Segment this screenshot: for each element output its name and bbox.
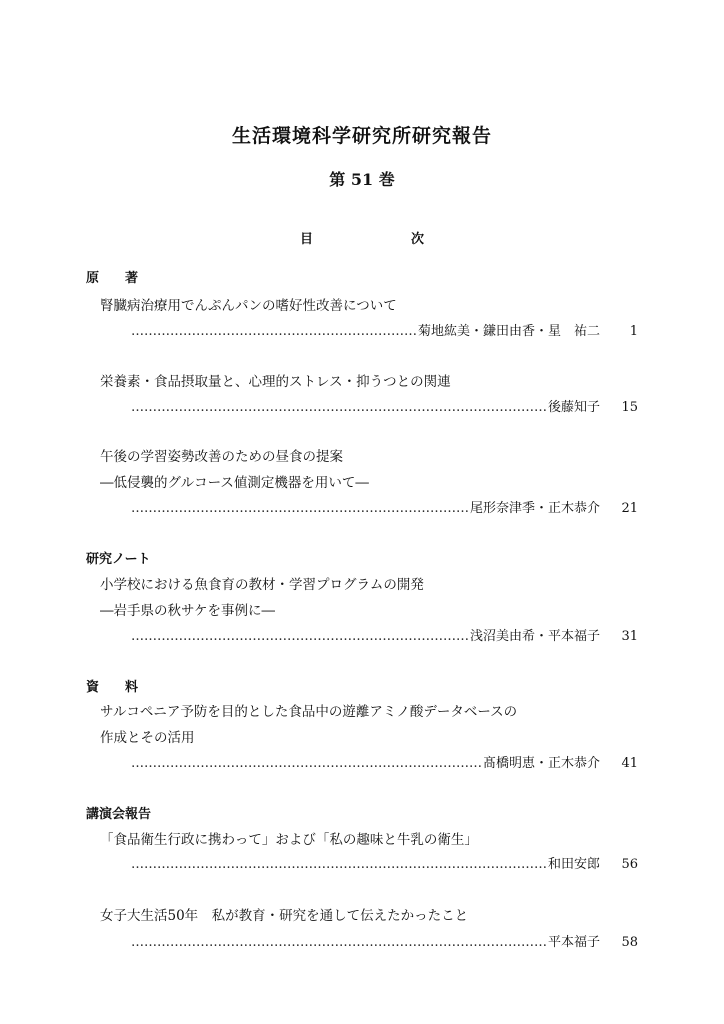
entry-page: 21 — [621, 501, 638, 516]
entry-subtitle: ―低侵襲的グルコース値測定機器を用いて― — [100, 475, 369, 491]
leader-dots — [131, 400, 546, 415]
entry-byline — [131, 853, 638, 872]
entry-byline — [131, 396, 638, 415]
entry-page: 56 — [621, 857, 638, 872]
journal-title: 生活環境科学研究所研究報告 — [231, 125, 492, 147]
leader-dots — [131, 857, 546, 872]
entry-authors: 後藤知子 — [547, 400, 600, 415]
entry-byline — [131, 320, 638, 339]
entry-authors: 浅沼美由希・平本福子 — [469, 629, 600, 644]
leader-dots — [131, 501, 468, 516]
toc-heading-char: 目 — [300, 232, 314, 247]
entry-byline — [131, 752, 638, 771]
entry-byline — [131, 497, 638, 516]
entry-byline — [131, 931, 638, 950]
entry-title-continued: 作成とその活用 — [100, 730, 195, 746]
entry-title: 「食品衛生行政に携わって」および「私の趣味と牛乳の衛生」 — [100, 832, 478, 848]
toc-heading — [300, 228, 424, 247]
entry-title: 午後の学習姿勢改善のための昼食の提案 — [100, 449, 343, 465]
leader-dots — [131, 629, 468, 644]
entry-title: 栄養素・食品摂取量と、心理的ストレス・抑うつとの関連 — [100, 374, 451, 390]
toc-heading-char: 次 — [410, 232, 424, 247]
entry-authors: 菊地紘美・鎌田由香・星 祐二 — [417, 324, 600, 339]
section-label-research-notes: 研究ノート — [86, 552, 151, 567]
entry-page: 1 — [629, 324, 638, 339]
entry-page: 41 — [621, 756, 638, 771]
entry-subtitle: ―岩手県の秋サケを事例に― — [100, 603, 275, 619]
entry-page: 58 — [621, 935, 638, 950]
entry-authors: 尾形奈津季・正木恭介 — [469, 501, 600, 516]
entry-authors: 髙橋明恵・正木恭介 — [482, 756, 600, 771]
entry-title: 女子大生活50年 私が教育・研究を通して伝えたかったこと — [100, 908, 469, 924]
entry-byline — [131, 625, 638, 644]
entry-title: 小学校における魚食育の教材・学習プログラムの開発 — [100, 577, 424, 593]
section-label-materials: 資 料 — [86, 680, 139, 695]
entry-authors: 平本福子 — [547, 935, 600, 950]
leader-dots — [131, 324, 416, 339]
entry-page: 31 — [621, 629, 638, 644]
entry-authors: 和田安郎 — [547, 857, 600, 872]
leader-dots — [131, 935, 546, 950]
entry-title: 腎臓病治療用でんぷんパンの嗜好性改善について — [100, 298, 397, 314]
entry-title: サルコペニア予防を目的とした食品中の遊離アミノ酸データベースの — [100, 704, 518, 720]
volume-number: 第 51 巻 — [329, 170, 395, 189]
section-label-original-articles: 原 著 — [86, 271, 139, 286]
leader-dots — [131, 756, 481, 771]
entry-page: 15 — [621, 400, 638, 415]
section-label-lecture-reports: 講演会報告 — [86, 807, 152, 822]
